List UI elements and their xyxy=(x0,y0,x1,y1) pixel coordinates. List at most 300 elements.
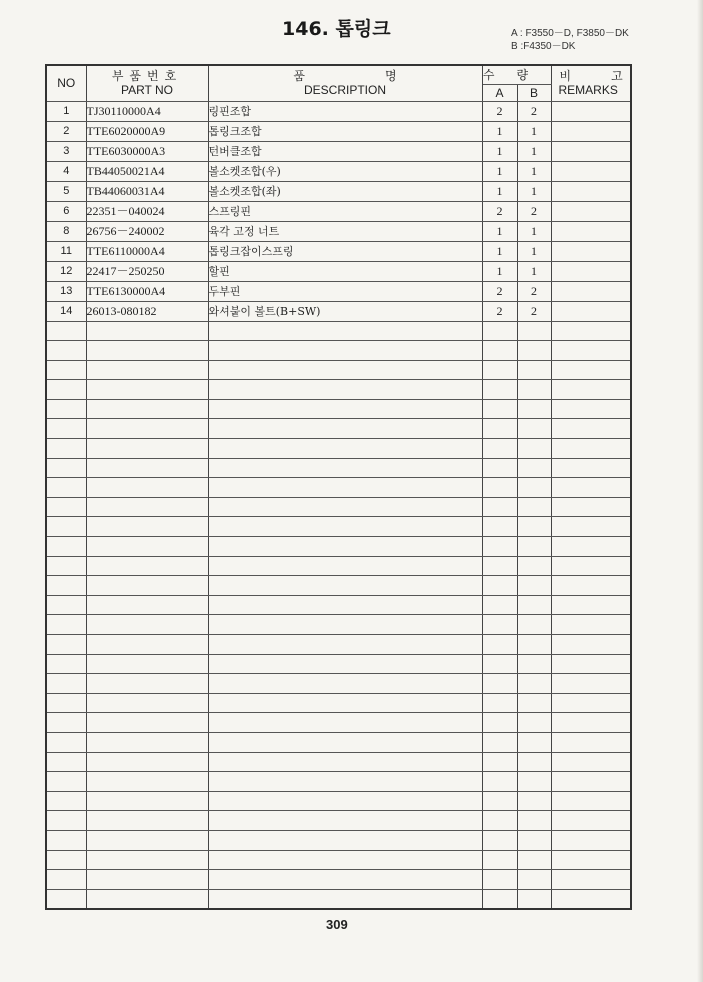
model-legend-b: B :F4350－DK xyxy=(511,41,576,52)
empty-cell xyxy=(551,830,631,850)
empty-cell xyxy=(86,635,208,655)
cell-a: 2 xyxy=(482,281,517,301)
empty-table-row xyxy=(46,870,631,890)
cell-remarks xyxy=(551,261,631,281)
empty-cell xyxy=(86,576,208,596)
empty-cell xyxy=(517,439,551,459)
empty-cell xyxy=(86,595,208,615)
empty-cell xyxy=(482,811,517,831)
empty-cell xyxy=(517,576,551,596)
empty-cell xyxy=(517,360,551,380)
empty-cell xyxy=(208,752,482,772)
empty-cell xyxy=(551,419,631,439)
cell-part-no: 26756－240002 xyxy=(86,221,208,241)
cell-remarks xyxy=(551,141,631,161)
empty-cell xyxy=(551,693,631,713)
empty-cell xyxy=(86,674,208,694)
empty-cell xyxy=(208,380,482,400)
cell-a: 1 xyxy=(482,241,517,261)
empty-cell xyxy=(517,850,551,870)
empty-cell xyxy=(517,517,551,537)
empty-table-row xyxy=(46,497,631,517)
empty-cell xyxy=(551,458,631,478)
col-header-no: NO xyxy=(46,65,86,101)
col-header-description-en: DESCRIPTION xyxy=(303,83,386,98)
cell-part-no: TB44050021A4 xyxy=(86,161,208,181)
empty-cell xyxy=(551,791,631,811)
cell-desc: 와셔붙이 볼트(B+SW) xyxy=(208,301,482,321)
empty-table-row xyxy=(46,341,631,361)
empty-cell xyxy=(86,321,208,341)
empty-cell xyxy=(517,635,551,655)
empty-table-row xyxy=(46,360,631,380)
cell-b: 1 xyxy=(517,181,551,201)
empty-cell xyxy=(482,439,517,459)
cell-remarks xyxy=(551,181,631,201)
empty-cell xyxy=(551,811,631,831)
empty-table-row xyxy=(46,772,631,792)
cell-desc: 톱링크잡이스프링 xyxy=(208,241,482,261)
cell-desc: 톱링크조합 xyxy=(208,121,482,141)
cell-b: 2 xyxy=(517,301,551,321)
empty-cell xyxy=(482,732,517,752)
col-header-remarks-ko: 비고 xyxy=(559,69,663,84)
empty-cell xyxy=(482,772,517,792)
empty-cell xyxy=(517,889,551,909)
empty-cell xyxy=(208,458,482,478)
empty-cell xyxy=(46,752,86,772)
empty-cell xyxy=(517,713,551,733)
cell-no: 11 xyxy=(46,241,86,261)
empty-cell xyxy=(86,850,208,870)
empty-cell xyxy=(208,889,482,909)
empty-cell xyxy=(86,713,208,733)
empty-cell xyxy=(482,537,517,557)
cell-b: 1 xyxy=(517,261,551,281)
empty-cell xyxy=(482,556,517,576)
empty-table-row xyxy=(46,615,631,635)
cell-remarks xyxy=(551,121,631,141)
empty-cell xyxy=(551,497,631,517)
empty-cell xyxy=(46,360,86,380)
empty-cell xyxy=(46,517,86,537)
empty-cell xyxy=(46,791,86,811)
empty-cell xyxy=(46,478,86,498)
empty-cell xyxy=(46,654,86,674)
col-header-qty-a: A xyxy=(482,84,517,101)
empty-cell xyxy=(551,850,631,870)
empty-table-row xyxy=(46,674,631,694)
cell-part-no: TTE6020000A9 xyxy=(86,121,208,141)
empty-cell xyxy=(551,889,631,909)
cell-no: 3 xyxy=(46,141,86,161)
empty-cell xyxy=(46,556,86,576)
empty-cell xyxy=(517,419,551,439)
empty-cell xyxy=(551,517,631,537)
empty-cell xyxy=(46,615,86,635)
empty-cell xyxy=(482,399,517,419)
empty-cell xyxy=(86,497,208,517)
empty-cell xyxy=(517,830,551,850)
parts-table-body xyxy=(46,101,631,909)
cell-no: 13 xyxy=(46,281,86,301)
empty-cell xyxy=(482,517,517,537)
cell-part-no: TB44060031A4 xyxy=(86,181,208,201)
empty-cell xyxy=(86,458,208,478)
cell-remarks xyxy=(551,281,631,301)
empty-cell xyxy=(208,615,482,635)
empty-cell xyxy=(46,870,86,890)
empty-cell xyxy=(86,830,208,850)
empty-cell xyxy=(46,399,86,419)
empty-cell xyxy=(208,870,482,890)
empty-cell xyxy=(208,811,482,831)
page-edge-shadow xyxy=(697,0,703,982)
empty-table-row xyxy=(46,791,631,811)
empty-cell xyxy=(86,811,208,831)
empty-cell xyxy=(517,693,551,713)
model-legend xyxy=(511,27,629,53)
empty-table-row xyxy=(46,693,631,713)
empty-cell xyxy=(551,399,631,419)
empty-cell xyxy=(46,811,86,831)
empty-cell xyxy=(208,478,482,498)
cell-part-no: TTE6110000A4 xyxy=(86,241,208,261)
empty-cell xyxy=(46,674,86,694)
col-header-description-ko: 품명 xyxy=(293,69,477,84)
empty-cell xyxy=(482,713,517,733)
table-row xyxy=(46,121,631,141)
empty-cell xyxy=(208,419,482,439)
empty-table-row xyxy=(46,458,631,478)
cell-desc: 볼소켓조합(좌) xyxy=(208,181,482,201)
empty-cell xyxy=(86,791,208,811)
empty-cell xyxy=(86,478,208,498)
empty-cell xyxy=(551,537,631,557)
empty-cell xyxy=(46,830,86,850)
cell-a: 1 xyxy=(482,161,517,181)
cell-part-no: TJ30110000A4 xyxy=(86,101,208,121)
cell-remarks xyxy=(551,161,631,181)
empty-cell xyxy=(46,772,86,792)
empty-cell xyxy=(208,830,482,850)
empty-cell xyxy=(517,674,551,694)
empty-cell xyxy=(46,321,86,341)
empty-cell xyxy=(517,537,551,557)
empty-cell xyxy=(482,497,517,517)
cell-b: 2 xyxy=(517,281,551,301)
cell-a: 1 xyxy=(482,121,517,141)
empty-cell xyxy=(46,458,86,478)
cell-no: 8 xyxy=(46,221,86,241)
empty-cell xyxy=(482,615,517,635)
col-header-part-no-en: PART NO xyxy=(120,83,173,98)
cell-a: 2 xyxy=(482,101,517,121)
empty-cell xyxy=(86,693,208,713)
empty-table-row xyxy=(46,732,631,752)
empty-table-row xyxy=(46,439,631,459)
empty-cell xyxy=(208,654,482,674)
empty-table-row xyxy=(46,635,631,655)
empty-cell xyxy=(517,478,551,498)
empty-cell xyxy=(86,439,208,459)
table-row xyxy=(46,201,631,221)
empty-table-row xyxy=(46,321,631,341)
empty-cell xyxy=(46,419,86,439)
empty-cell xyxy=(46,693,86,713)
cell-a: 2 xyxy=(482,201,517,221)
empty-cell xyxy=(482,419,517,439)
empty-cell xyxy=(517,870,551,890)
cell-part-no: TTE6030000A3 xyxy=(86,141,208,161)
empty-cell xyxy=(551,321,631,341)
empty-cell xyxy=(208,341,482,361)
cell-remarks xyxy=(551,101,631,121)
cell-no: 6 xyxy=(46,201,86,221)
empty-table-row xyxy=(46,595,631,615)
empty-cell xyxy=(517,497,551,517)
empty-table-row xyxy=(46,517,631,537)
empty-cell xyxy=(46,497,86,517)
table-row xyxy=(46,101,631,121)
empty-cell xyxy=(46,380,86,400)
empty-cell xyxy=(482,693,517,713)
cell-part-no: 26013-080182 xyxy=(86,301,208,321)
empty-cell xyxy=(517,752,551,772)
empty-cell xyxy=(517,399,551,419)
cell-desc: 육각 고정 너트 xyxy=(208,221,482,241)
empty-table-row xyxy=(46,830,631,850)
empty-cell xyxy=(482,889,517,909)
empty-table-row xyxy=(46,850,631,870)
empty-table-row xyxy=(46,889,631,909)
empty-cell xyxy=(551,752,631,772)
empty-cell xyxy=(482,458,517,478)
empty-cell xyxy=(86,380,208,400)
empty-table-row xyxy=(46,537,631,557)
cell-remarks xyxy=(551,301,631,321)
empty-table-row xyxy=(46,752,631,772)
empty-cell xyxy=(86,615,208,635)
empty-cell xyxy=(517,556,551,576)
parts-table xyxy=(45,64,663,910)
empty-table-row xyxy=(46,380,631,400)
cell-b: 1 xyxy=(517,121,551,141)
cell-a: 1 xyxy=(482,261,517,281)
model-legend-a: A : F3550－D, F3850－DK xyxy=(511,28,629,39)
cell-desc: 볼소켓조합(우) xyxy=(208,161,482,181)
empty-cell xyxy=(208,537,482,557)
empty-cell xyxy=(208,595,482,615)
empty-table-row xyxy=(46,419,631,439)
empty-cell xyxy=(86,517,208,537)
empty-cell xyxy=(46,341,86,361)
empty-cell xyxy=(208,693,482,713)
empty-cell xyxy=(517,811,551,831)
empty-cell xyxy=(551,635,631,655)
cell-no: 12 xyxy=(46,261,86,281)
empty-cell xyxy=(482,341,517,361)
empty-cell xyxy=(482,321,517,341)
cell-part-no: TTE6130000A4 xyxy=(86,281,208,301)
table-row xyxy=(46,221,631,241)
cell-a: 2 xyxy=(482,301,517,321)
empty-table-row xyxy=(46,399,631,419)
col-header-qty-b: B xyxy=(517,84,551,101)
empty-cell xyxy=(208,674,482,694)
empty-cell xyxy=(208,772,482,792)
cell-a: 1 xyxy=(482,181,517,201)
empty-cell xyxy=(551,870,631,890)
empty-cell xyxy=(551,772,631,792)
empty-cell xyxy=(551,713,631,733)
empty-cell xyxy=(482,830,517,850)
empty-cell xyxy=(517,458,551,478)
empty-cell xyxy=(517,595,551,615)
cell-desc: 턴버클조합 xyxy=(208,141,482,161)
empty-cell xyxy=(551,654,631,674)
empty-cell xyxy=(551,341,631,361)
col-header-remarks xyxy=(551,65,663,101)
empty-cell xyxy=(208,360,482,380)
empty-cell xyxy=(46,732,86,752)
empty-cell xyxy=(517,615,551,635)
empty-cell xyxy=(517,380,551,400)
empty-table-row xyxy=(46,478,631,498)
empty-table-row xyxy=(46,654,631,674)
empty-cell xyxy=(208,791,482,811)
empty-cell xyxy=(46,713,86,733)
empty-cell xyxy=(551,380,631,400)
empty-cell xyxy=(482,380,517,400)
page-number: 309 xyxy=(326,917,348,932)
empty-cell xyxy=(482,674,517,694)
empty-cell xyxy=(208,399,482,419)
empty-cell xyxy=(86,772,208,792)
empty-cell xyxy=(482,850,517,870)
cell-b: 2 xyxy=(517,201,551,221)
empty-cell xyxy=(46,595,86,615)
cell-no: 2 xyxy=(46,121,86,141)
empty-cell xyxy=(208,713,482,733)
cell-b: 1 xyxy=(517,221,551,241)
empty-cell xyxy=(482,478,517,498)
empty-cell xyxy=(551,732,631,752)
table-row xyxy=(46,261,631,281)
empty-cell xyxy=(482,654,517,674)
empty-cell xyxy=(46,439,86,459)
cell-part-no: 22351－040024 xyxy=(86,201,208,221)
cell-remarks xyxy=(551,221,631,241)
cell-b: 1 xyxy=(517,161,551,181)
empty-cell xyxy=(551,615,631,635)
empty-cell xyxy=(208,321,482,341)
empty-cell xyxy=(482,576,517,596)
empty-cell xyxy=(86,399,208,419)
cell-b: 1 xyxy=(517,241,551,261)
cell-b: 1 xyxy=(517,141,551,161)
empty-cell xyxy=(517,791,551,811)
empty-cell xyxy=(482,791,517,811)
col-header-quantity: 수량 xyxy=(482,65,551,84)
empty-cell xyxy=(86,654,208,674)
empty-cell xyxy=(551,439,631,459)
empty-cell xyxy=(86,752,208,772)
table-row xyxy=(46,281,631,301)
empty-cell xyxy=(208,556,482,576)
empty-cell xyxy=(517,772,551,792)
empty-cell xyxy=(208,576,482,596)
table-row xyxy=(46,301,631,321)
table-row xyxy=(46,161,631,181)
empty-cell xyxy=(86,870,208,890)
empty-cell xyxy=(517,654,551,674)
cell-a: 1 xyxy=(482,141,517,161)
cell-no: 1 xyxy=(46,101,86,121)
empty-cell xyxy=(482,595,517,615)
empty-cell xyxy=(482,360,517,380)
empty-cell xyxy=(46,537,86,557)
empty-cell xyxy=(208,439,482,459)
empty-cell xyxy=(208,517,482,537)
col-header-description xyxy=(208,65,482,101)
empty-cell xyxy=(46,889,86,909)
cell-no: 4 xyxy=(46,161,86,181)
empty-cell xyxy=(517,341,551,361)
cell-desc: 링핀조합 xyxy=(208,101,482,121)
cell-a: 1 xyxy=(482,221,517,241)
empty-cell xyxy=(551,595,631,615)
empty-cell xyxy=(517,732,551,752)
table-row xyxy=(46,241,631,261)
cell-b: 2 xyxy=(517,101,551,121)
empty-cell xyxy=(86,537,208,557)
table-row xyxy=(46,181,631,201)
col-header-part-no xyxy=(86,65,208,101)
empty-cell xyxy=(86,556,208,576)
empty-cell xyxy=(517,321,551,341)
cell-desc: 두부핀 xyxy=(208,281,482,301)
empty-cell xyxy=(482,635,517,655)
empty-cell xyxy=(46,635,86,655)
empty-cell xyxy=(86,419,208,439)
cell-no: 5 xyxy=(46,181,86,201)
empty-table-row xyxy=(46,713,631,733)
empty-cell xyxy=(551,556,631,576)
page-title: 146. 톱링크 xyxy=(282,18,391,40)
empty-cell xyxy=(86,360,208,380)
empty-cell xyxy=(86,889,208,909)
empty-cell xyxy=(551,360,631,380)
cell-desc: 스프링핀 xyxy=(208,201,482,221)
empty-cell xyxy=(482,752,517,772)
empty-cell xyxy=(208,850,482,870)
col-header-remarks-en: REMARKS xyxy=(558,83,618,98)
cell-part-no: 22417－250250 xyxy=(86,261,208,281)
empty-table-row xyxy=(46,811,631,831)
empty-cell xyxy=(551,576,631,596)
col-header-part-no-ko: 부품번호 xyxy=(111,69,183,84)
empty-cell xyxy=(551,674,631,694)
empty-cell xyxy=(208,497,482,517)
empty-cell xyxy=(46,576,86,596)
table-row xyxy=(46,141,631,161)
empty-cell xyxy=(482,870,517,890)
cell-remarks xyxy=(551,201,631,221)
empty-table-row xyxy=(46,556,631,576)
empty-cell xyxy=(208,635,482,655)
empty-cell xyxy=(551,478,631,498)
